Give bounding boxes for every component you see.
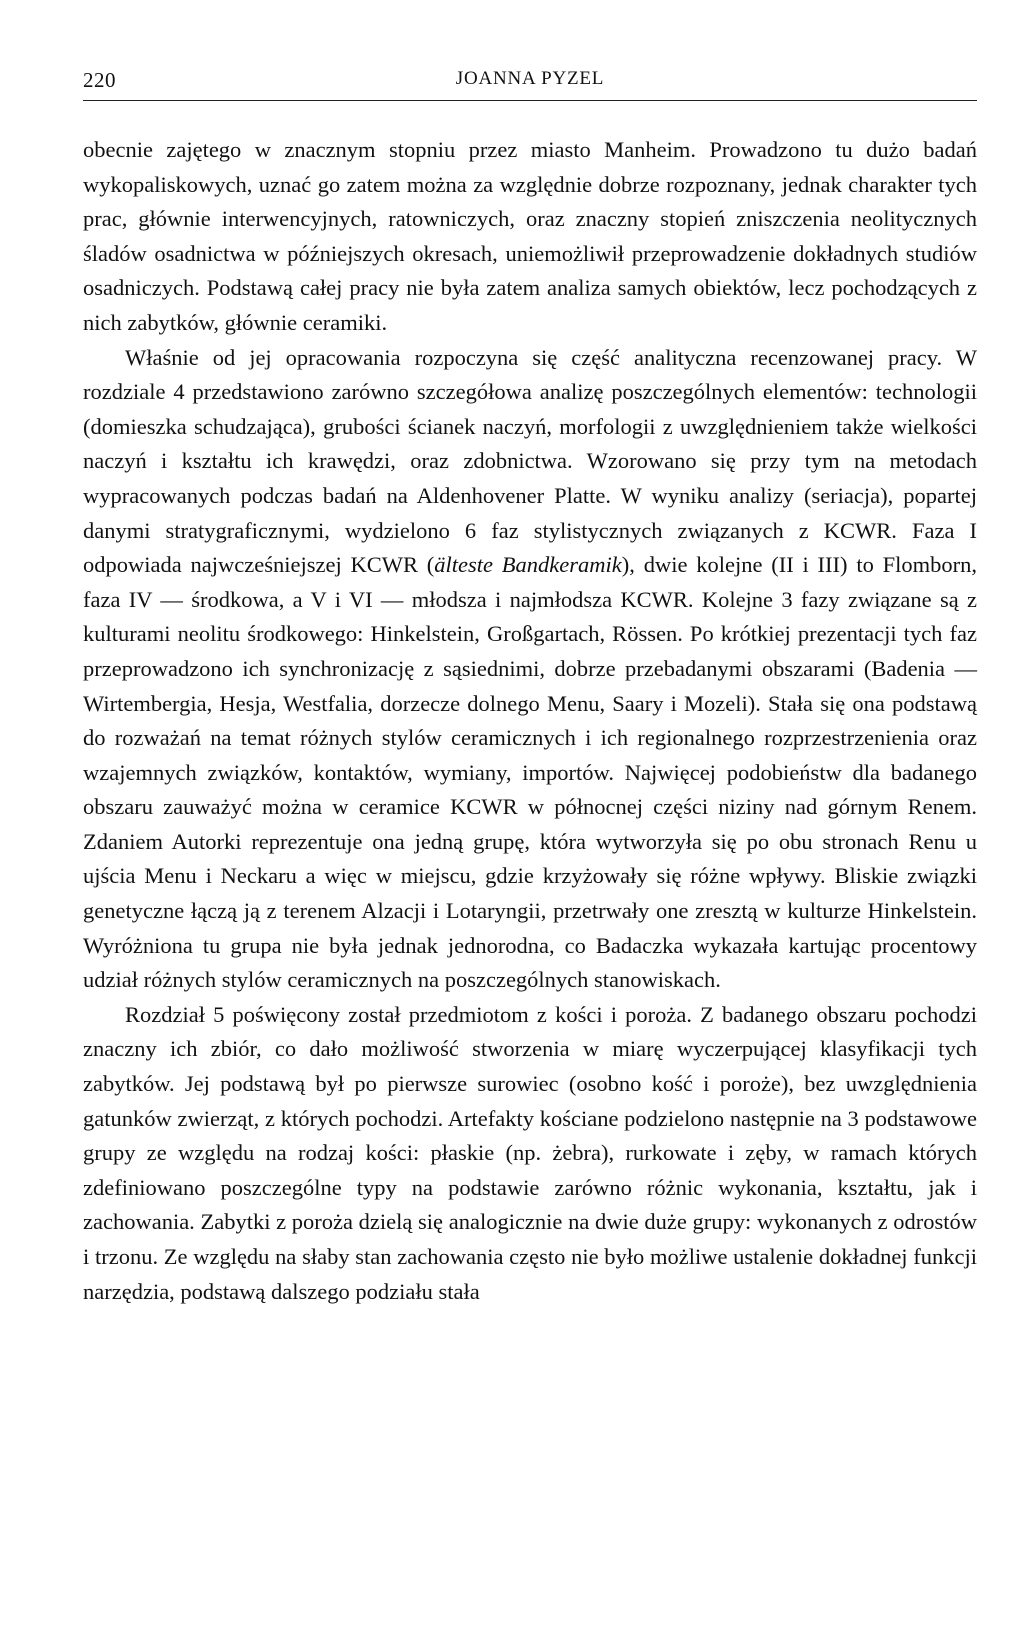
paragraph-3: Rozdział 5 poświęcony został przedmiotom z kości i poroża. Z badanego obszaru pochodzi znaczny ich zbiór, co dało możliwość stworzenia w miarę wyczerpującej klasyfikacji tych zabytków. Jej podstawą był po pierwsze surowiec (osobno kość i poroże), bez uwzględnienia gatunków zwierząt, z których pochodzi. Artefakty kościane podzielono następnie na 3 podstawowe grupy ze względu na rodzaj kości: płaskie (np. żebra), rurkowate i zęby, w ramach których zdefiniowano poszczególne typy na podstawie zarówno różnic wykonania, kształtu, jak i zachowania. Zabytki z poroża dzielą się analogicznie na dwie duże grupy: wykonanych z odrostów i trzonu. Ze względu na słaby stan zachowania często nie było możliwe ustalenie dokładnej funkcji narzędzia, podstawą dalszego podziału stała [83, 1001, 977, 1304]
book-page [83, 60, 977, 1309]
paragraph-2-text-a: Właśnie od jej opracowania rozpoczyna się część analityczna recenzowanej pracy. W rozdziale 4 przedstawiono zarówno szczegółowa analizę poszczególnych elementów: technologii (domieszka schudzająca), grubości ścianek naczyń, morfologii z uwzględnieniem także wielkości naczyń i kształtu ich krawędzi, oraz zdobnictwa. Wzorowano się przy tym na metodach wypracowanych podczas badań na Aldenhovener Platte. W wyniku analizy (seriacja), popartej danymi stratygraficznymi, wydzielono 6 faz stylistycznych związanych z KCWR. Faza I odpowiada najwcześniejszej KCWR ( [83, 344, 977, 578]
running-head [83, 60, 977, 101]
paragraph-2-text-b: ), dwie kolejne (II i III) to Flomborn, faza IV — środkowa, a V i VI — młodsza i najmłodsza KCWR. Kolejne 3 fazy związane są z kulturami neolitu środkowego: Hinkelstein, Großgartach, Rössen. Po krótkiej prezentacji tych faz przeprowadzono ich synchronizację z sąsiednimi, dobrze przebadanymi obszarami (Badenia — Wirtembergia, Hesja, Westfalia, dorzecze dolnego Menu, Saary i Mozeli). Stała się ona podstawą do rozważań na temat różnych stylów ceramicznych i ich regionalnego rozprzestrzenienia oraz wzajemnych związków, kontaktów, wymiany, importów. Najwięcej podobieństw dla badanego obszaru zauważyć można w ceramice KCWR w północnej części niziny nad górnym Renem. Zdaniem Autorki reprezentuje ona jedną grupę, która wytworzyła się po obu stronach Renu u ujścia Menu i Neckaru a więc w miejscu, gdzie krzyżowały się różne wpływy. Bliskie związki genetyczne łączą ją z terenem Alzacji i Lotaryngii, przetrwały one zresztą w kulturze Hinkelstein. Wyróżniona tu grupa nie była jednak jednorodna, co Badaczka wykazała kartując procentowy udział różnych stylów ceramicznych na poszczególnych stanowiskach. [83, 552, 978, 993]
body-text [83, 133, 977, 1309]
running-title: JOANNA PYZEL [455, 68, 605, 89]
italic-term: älteste Bandkeramik [434, 552, 622, 578]
page-number: 220 [83, 68, 116, 92]
paragraph-2 [83, 341, 977, 998]
paragraph-1: obecnie zajętego w znacznym stopniu przez miasto Manheim. Prowadzono tu dużo badań wykopaliskowych, uznać go zatem można za względnie dobrze rozpoznany, jednak charakter tych prac, głównie interwencyjnych, ratowniczych, oraz znaczny stopień zniszczenia neolitycznych śladów osadnictwa w późniejszych okresach, uniemożliwił przeprowadzenie dokładnych studiów osadniczych. Podstawą całej pracy nie była zatem analiza samych obiektów, lecz pochodzących z nich zabytków, głównie ceramiki. [83, 137, 977, 335]
